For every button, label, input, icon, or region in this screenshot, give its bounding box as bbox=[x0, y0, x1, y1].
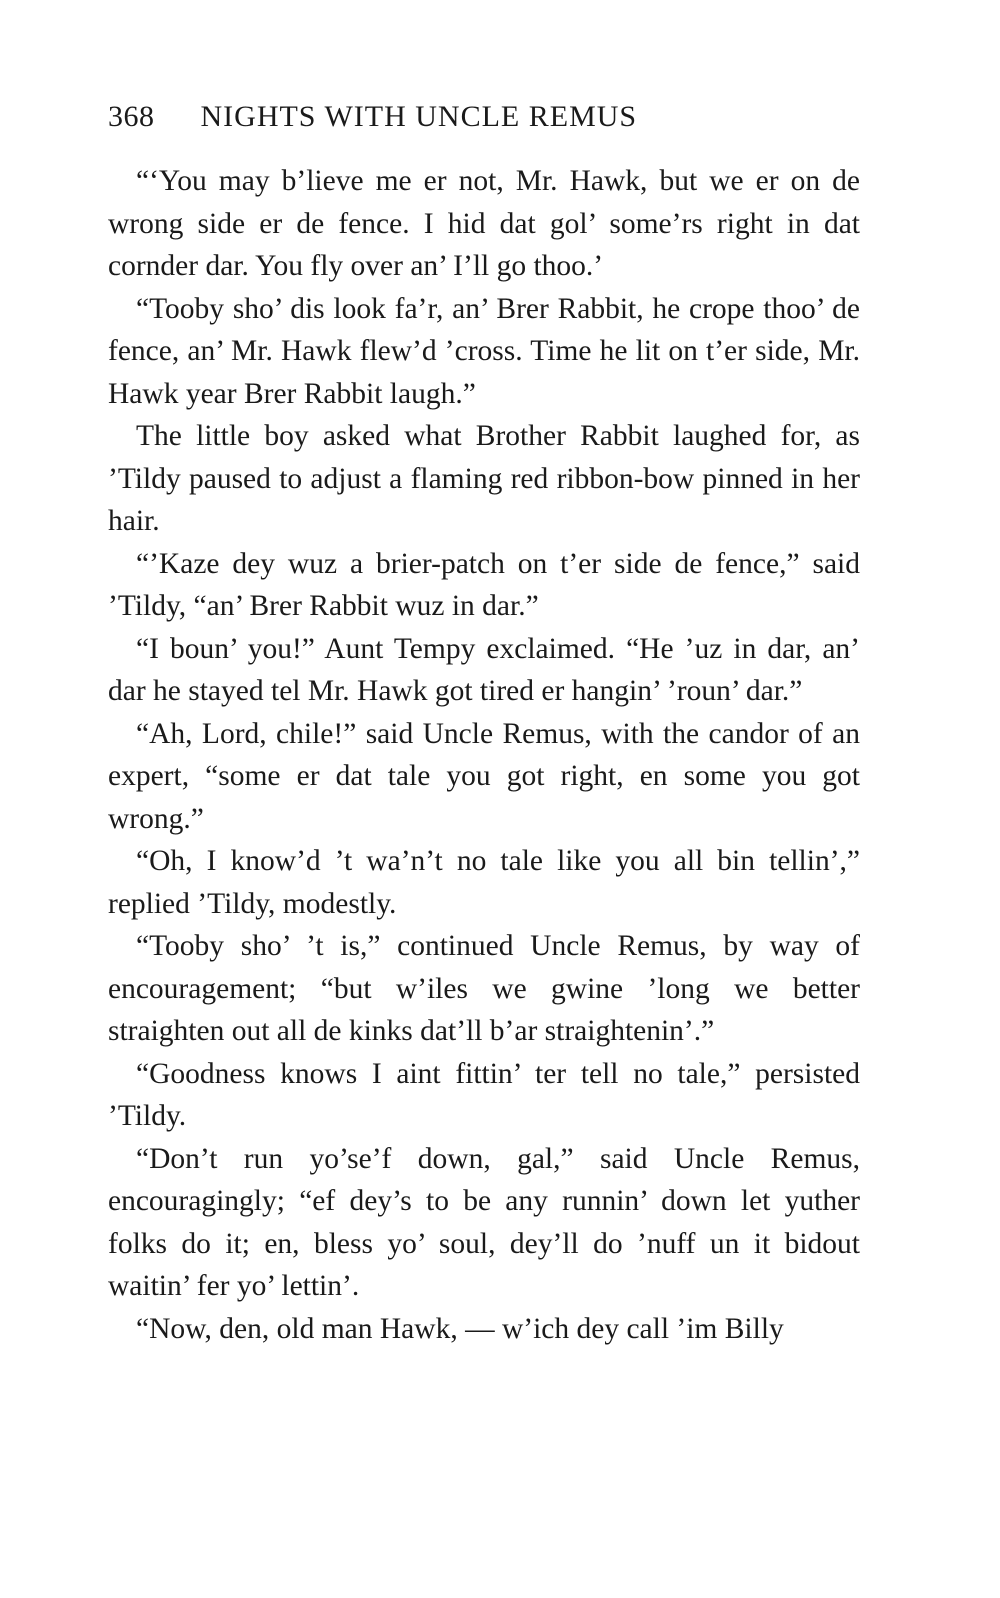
paragraph-10: “Don’t run yo’se’f down, gal,” said Uncle Remus, encouragingly; “ef dey’s to be any runnin’ down let yuther folks do it; en, bless yo’ soul, dey’ll do ’nuff un it bidout waitin’ fer yo’ lettin’. bbox=[108, 1142, 860, 1302]
paragraph-4: “’Kaze dey wuz a brier-patch on t’er side de fence,” said ’Tildy, “an’ Brer Rabbit wuz in dar.” bbox=[108, 547, 860, 622]
page-number: 368 bbox=[108, 100, 155, 133]
running-head bbox=[108, 100, 768, 140]
paragraph-9: “Goodness knows I aint fittin’ ter tell no tale,” persisted ’Tildy. bbox=[108, 1057, 860, 1132]
paragraph-2: “Tooby sho’ dis look fa’r, an’ Brer Rabbit, he crope thoo’ de fence, an’ Mr. Hawk flew’d ’cross. Time he lit on t’er side, Mr. Hawk year Brer Rabbit laugh.” bbox=[108, 292, 860, 410]
paragraph-11: “Now, den, old man Hawk, — w’ich dey call ’im Billy bbox=[136, 1312, 784, 1345]
book-title: NIGHTS WITH UNCLE REMUS bbox=[200, 100, 638, 133]
paragraph-3: The little boy asked what Brother Rabbit laughed for, as ’Tildy paused to adjust a flaming red ribbon-bow pinned in her hair. bbox=[108, 420, 860, 537]
paragraph-7: “Oh, I know’d ’t wa’n’t no tale like you all bin tellin’,” replied ’Tildy, modestly. bbox=[108, 845, 860, 920]
paragraph-8: “Tooby sho’ ’t is,” continued Uncle Remus, by way of encouragement; “but w’iles we gwine ’long we better straighten out all de kinks dat’ll b’ar straightenin’.” bbox=[108, 930, 860, 1047]
paragraph-1: “‘You may b’lieve me er not, Mr. Hawk, but we er on de wrong side er de fence. I hid dat gol’ some’rs right in dat cornder dar. You fly over an’ I’ll go thoo.’ bbox=[108, 165, 860, 282]
body-text bbox=[108, 160, 860, 1350]
paragraph-6: “Ah, Lord, chile!” said Uncle Remus, with the candor of an expert, “some er dat tale you got right, en some you got wrong.” bbox=[108, 717, 860, 835]
paragraph-5: “I boun’ you!” Aunt Tempy exclaimed. “He ’uz in dar, an’ dar he stayed tel Mr. Hawk got tired er hangin’ ’roun’ dar.” bbox=[108, 632, 860, 707]
